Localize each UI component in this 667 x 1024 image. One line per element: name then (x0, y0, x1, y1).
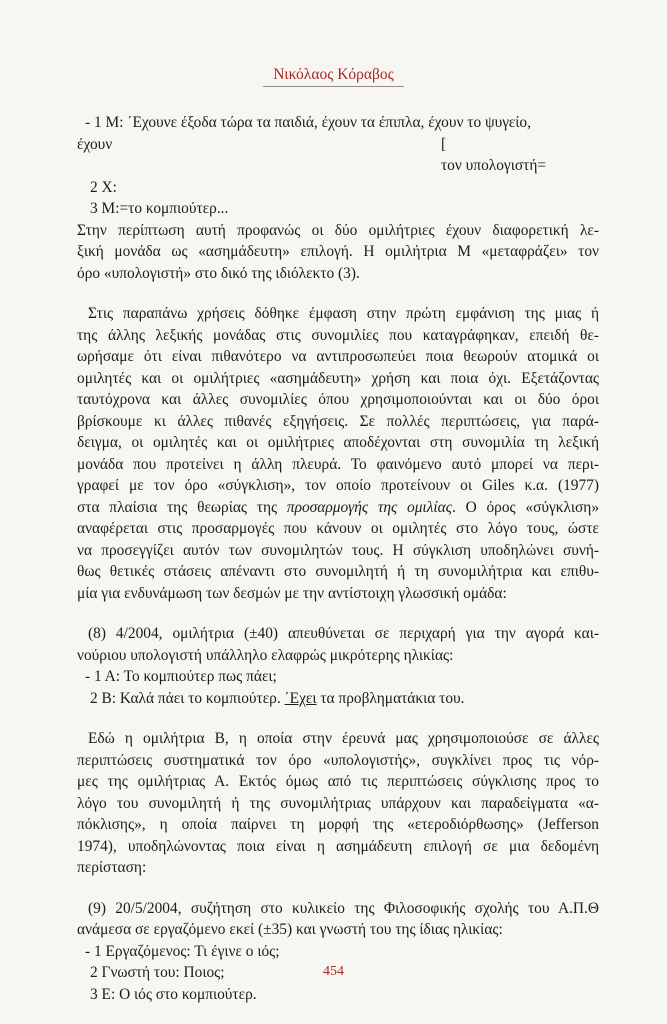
dialogue-line: 3 Ε: Ο ιός στο κομπιούτερ. (90, 985, 257, 1003)
text-line: μες της ομιλήτριας Α. Εκτός όμως από τις περιπτώσεις σύγκλισης προς το (77, 773, 599, 790)
dialogue-text: έχουν (77, 135, 113, 153)
dialogue-line: - 1 Εργαζόμενος: Τι έγινε ο ιός; (85, 942, 280, 960)
text-fragment: 2 Β: Καλά πάει το κομπιούτερ. (90, 689, 285, 707)
italic-term: προσαρμογής της ομιλίας (286, 498, 452, 516)
dialogue-1 (77, 112, 599, 220)
spacer (77, 284, 599, 303)
text-line: θως θετικές στάσεις απέναντι στο συνομιλητή ή τη συνομιλήτρια και επιθυ- (77, 563, 599, 580)
paragraph-3 (77, 728, 599, 879)
spacer (77, 604, 599, 623)
overlap-bracket: [ (441, 135, 447, 153)
dialogue-line: τον υπολογιστή= (441, 157, 547, 174)
text-line: δειγμα, οι ομιλητές και οι ομιλήτριες αποδέχονται στη συνομιλία τη λεξική (77, 434, 599, 451)
spacer (77, 709, 599, 728)
header-author: Νικόλαος Κόραβος (263, 66, 404, 87)
text-line: πόκλισης», η οποία παίρνει τη μορφή της «ετεροδιόρθωσης» (Jefferson (77, 816, 599, 833)
example-intro: (8) 4/2004, ομιλήτρια (±40) απευθύνεται σε περιχαρή για την αγορά και- (88, 625, 599, 642)
text-line: γραφεί με τον όρο «σύγκλιση», τον οποίο προτείνουν οι Giles κ.α. (1977) (77, 477, 599, 494)
dialogue-line: 2 Γνωστή του: Ποιος; (90, 964, 225, 981)
example-8 (77, 623, 599, 709)
text-line: Στις παραπάνω χρήσεις δόθηκε έμφαση στην πρώτη εμφάνιση της μιας ή (88, 305, 599, 322)
text-line: Στην περίπτωση αυτή προφανώς οι δύο ομιλήτριες έχουν διαφορετική λε- (77, 221, 599, 239)
text-line: λόγο του συνομιλητή ή της συνομιλήτριας υπάρχουν και παραδείγματα «α- (77, 794, 599, 812)
text-line: να προσεγγίζει αυτόν των συνομιλητών τους. Η σύγκλιση υποδηλώνει συνή- (77, 541, 599, 559)
page-body (77, 112, 599, 1005)
text-line: όρο «υπολογιστή» στο δικό της ιδιόλεκτο (3). (77, 264, 360, 282)
dialogue-line (77, 134, 599, 156)
example-intro: (9) 20/5/2004, συζήτηση στο κυλικείο της Φιλοσοφικής σχολής του Α.Π.Θ (88, 899, 599, 917)
example-intro: ανάμεσα σε εργαζόμενο εκεί (±35) και γνωστή του της ίδιας ηλικίας: (77, 921, 503, 938)
text-line: ωρήσαμε ότι είναι πιθανότερο να αντιπροσωπεύει ποια θεωρούν ατομικά οι (77, 348, 599, 365)
text-line: ταυτόχρονα και άλλες συνομιλίες όπου χρησιμοποιούνται και οι δύο όροι (77, 391, 599, 408)
paragraph-1 (77, 220, 599, 285)
underlined-word: ΄Εχει (284, 689, 317, 707)
text-line (77, 497, 599, 519)
example-9 (77, 898, 599, 1006)
text-line: της άλλης λεξικής μονάδας στις συνομιλίες που καταγράφηκαν, επειδή θε- (77, 326, 599, 344)
text-line: μία για ενδυνάμωση των δεσμών με την αντίστοιχη γλωσσική ομάδα: (77, 584, 507, 602)
dialogue-line: - 1 Μ: ΄Εχουνε έξοδα τώρα τα παιδιά, έχουν τα έπιπλα, έχουν το ψυγείο, (85, 114, 531, 131)
text-line: βρίσκουμε κι άλλες πιθανές εξηγήσεις. Σε πολλές περιπτώσεις, για παρά- (77, 412, 599, 430)
dialogue-line: - 1 Α: Το κομπιούτερ πως πάει; (85, 668, 277, 685)
running-header (0, 66, 667, 87)
dialogue-line (77, 688, 599, 710)
text-fragment: . Ο όρος «σύγκλιση» (451, 498, 600, 516)
text-line: αναφέρεται στις προσαρμογές που κάνουν οι ομιλητές στο λόγο τους, ώστε (77, 520, 599, 537)
text-line: ξική μονάδα ως «ασημάδευτη» επιλογή. Η ομιλήτρια Μ «μεταφράζει» τον (77, 243, 599, 260)
dialogue-line: 3 Μ:=το κομπιούτερ... (90, 200, 229, 217)
text-line: 1974), υποδηλώνοντας ποια είναι η ασημάδευτη επιλογή σε μια δεδομένη (77, 837, 599, 855)
text-line: ομιλητές και οι ομιλήτριες «ασημάδευτη» χρήση και ποια όχι. Εξετάζοντας (77, 369, 599, 387)
text-fragment: στα πλαίσια της θεωρίας της (77, 498, 287, 516)
text-line: περιπτώσεις συστηματικά τον όρο «υπολογιστής», συγκλίνει προς τις νόρ- (77, 751, 599, 769)
dialogue-line: 2 Χ: (90, 178, 117, 196)
paragraph-2 (77, 303, 599, 604)
text-line: μονάδα που προτείνει η άλλη πλευρά. Το φαινόμενο αυτό μπορεί να περι- (77, 455, 599, 473)
text-line: Εδώ η ομιλήτρια Β, η οποία στην έρευνά μας χρησιμοποιούσε σε άλλες (88, 730, 599, 747)
text-line: περίσταση: (77, 859, 147, 876)
spacer (77, 879, 599, 898)
example-intro: νούριου υπολογιστή υπάλληλο ελαφρώς μικρότερης ηλικίας: (77, 646, 454, 664)
text-fragment: τα προβληματάκια του. (316, 689, 465, 707)
page-number: 454 (323, 964, 344, 979)
